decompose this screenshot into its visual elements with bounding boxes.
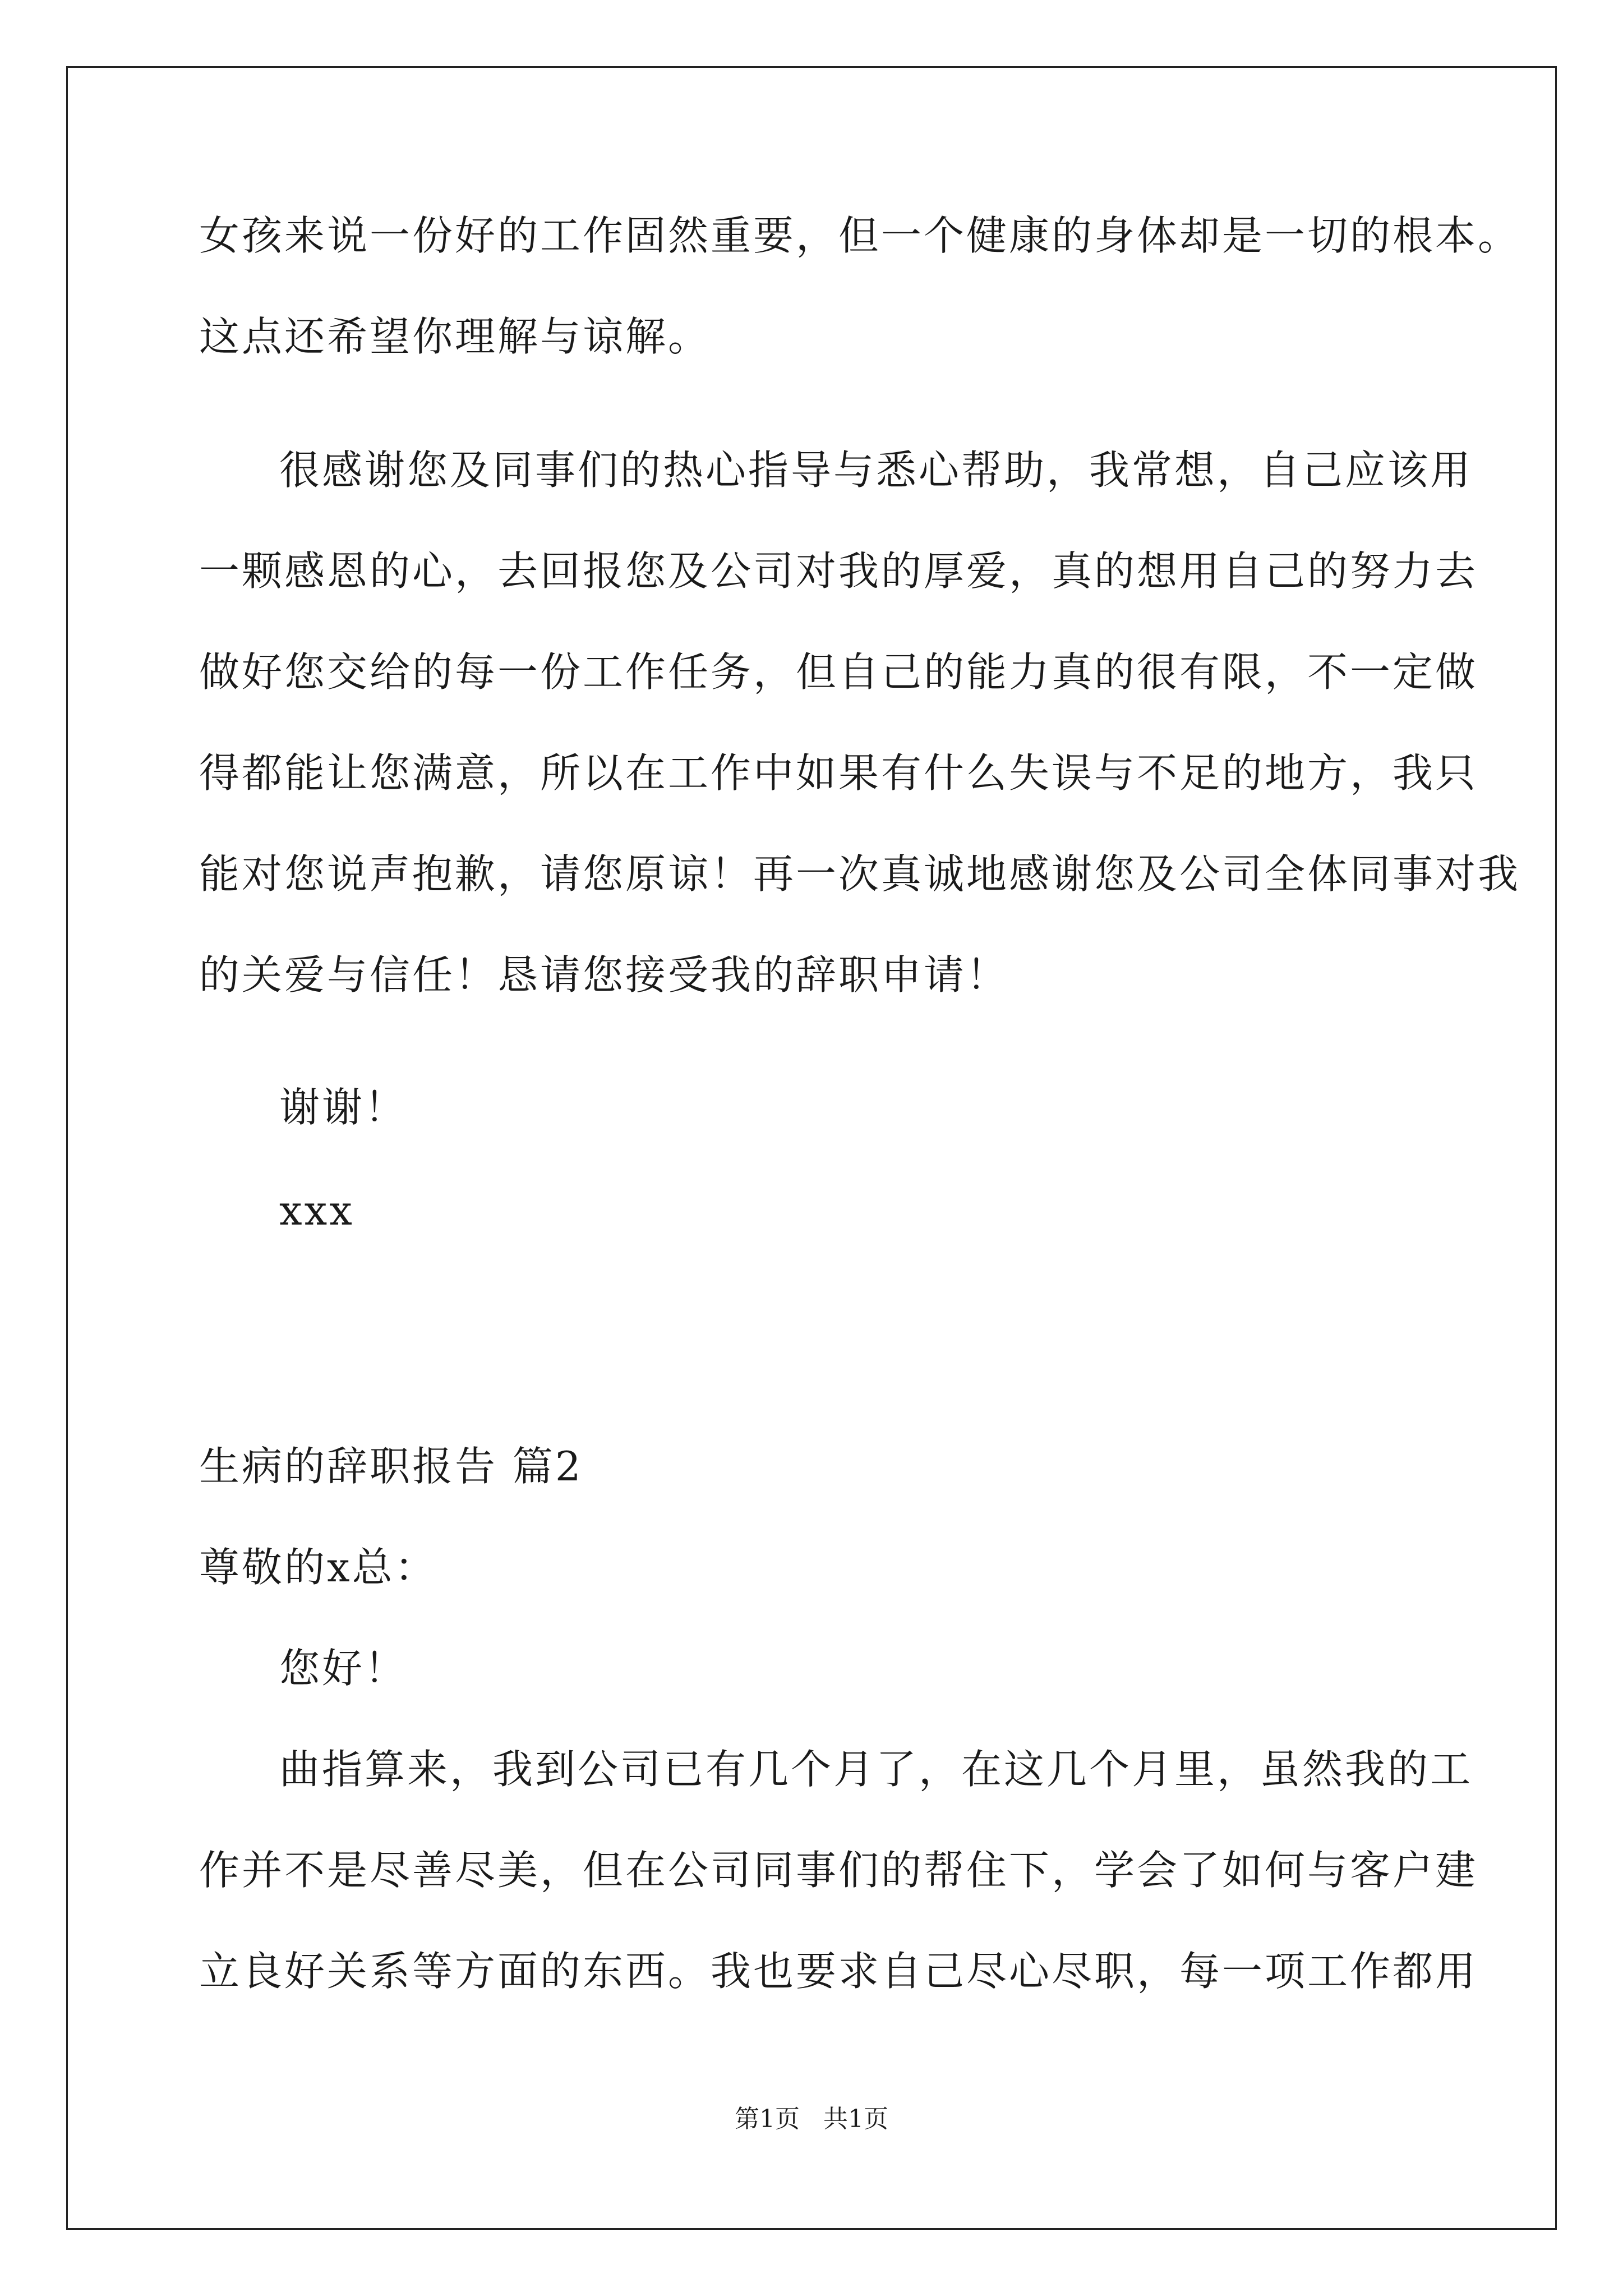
- body-text-line: 作并不是尽善尽美，但在公司同事们的帮住下，学会了如何与客户建: [199, 1847, 1478, 1894]
- body-text-line: 的关爱与信任！恳请您接受我的辞职申请！: [199, 951, 1009, 999]
- page-frame: [66, 66, 1557, 2230]
- greeting-line: 您好！: [279, 1645, 408, 1692]
- body-text-line: 女孩来说一份好的工作固然重要，但一个健康的身体却是一切的根本。: [199, 212, 1521, 259]
- signature-line: xxx: [279, 1187, 354, 1234]
- body-text-line: 能对您说声抱歉，请您原谅！再一次真诚地感谢您及公司全体同事对我: [199, 850, 1521, 898]
- thanks-line: 谢谢！: [279, 1084, 408, 1131]
- paragraph-start-line: 曲指算来，我到公司已有几个月了，在这几个月里，虽然我的工: [279, 1746, 1473, 1793]
- section-heading: 生病的辞职报告 篇2: [199, 1443, 583, 1490]
- paragraph-start-line: 很感谢您及同事们的热心指导与悉心帮助，我常想，自己应该用: [279, 447, 1473, 494]
- body-text-line: 立良好关系等方面的东西。我也要求自己尽心尽职，每一项工作都用: [199, 1948, 1478, 1995]
- body-text-line: 得都能让您满意，所以在工作中如果有什么失误与不足的地方，我只: [199, 749, 1478, 797]
- page-footer: 第1页 共1页: [735, 2105, 888, 2133]
- body-text-line: 做好您交给的每一份工作任务，但自己的能力真的很有限，不一定做: [199, 648, 1478, 696]
- body-text-line: 一颗感恩的心，去回报您及公司对我的厚爱，真的想用自己的努力去: [199, 547, 1478, 595]
- body-text-line: 这点还希望你理解与谅解。: [199, 313, 711, 360]
- salutation-line: 尊敬的x总：: [199, 1544, 437, 1591]
